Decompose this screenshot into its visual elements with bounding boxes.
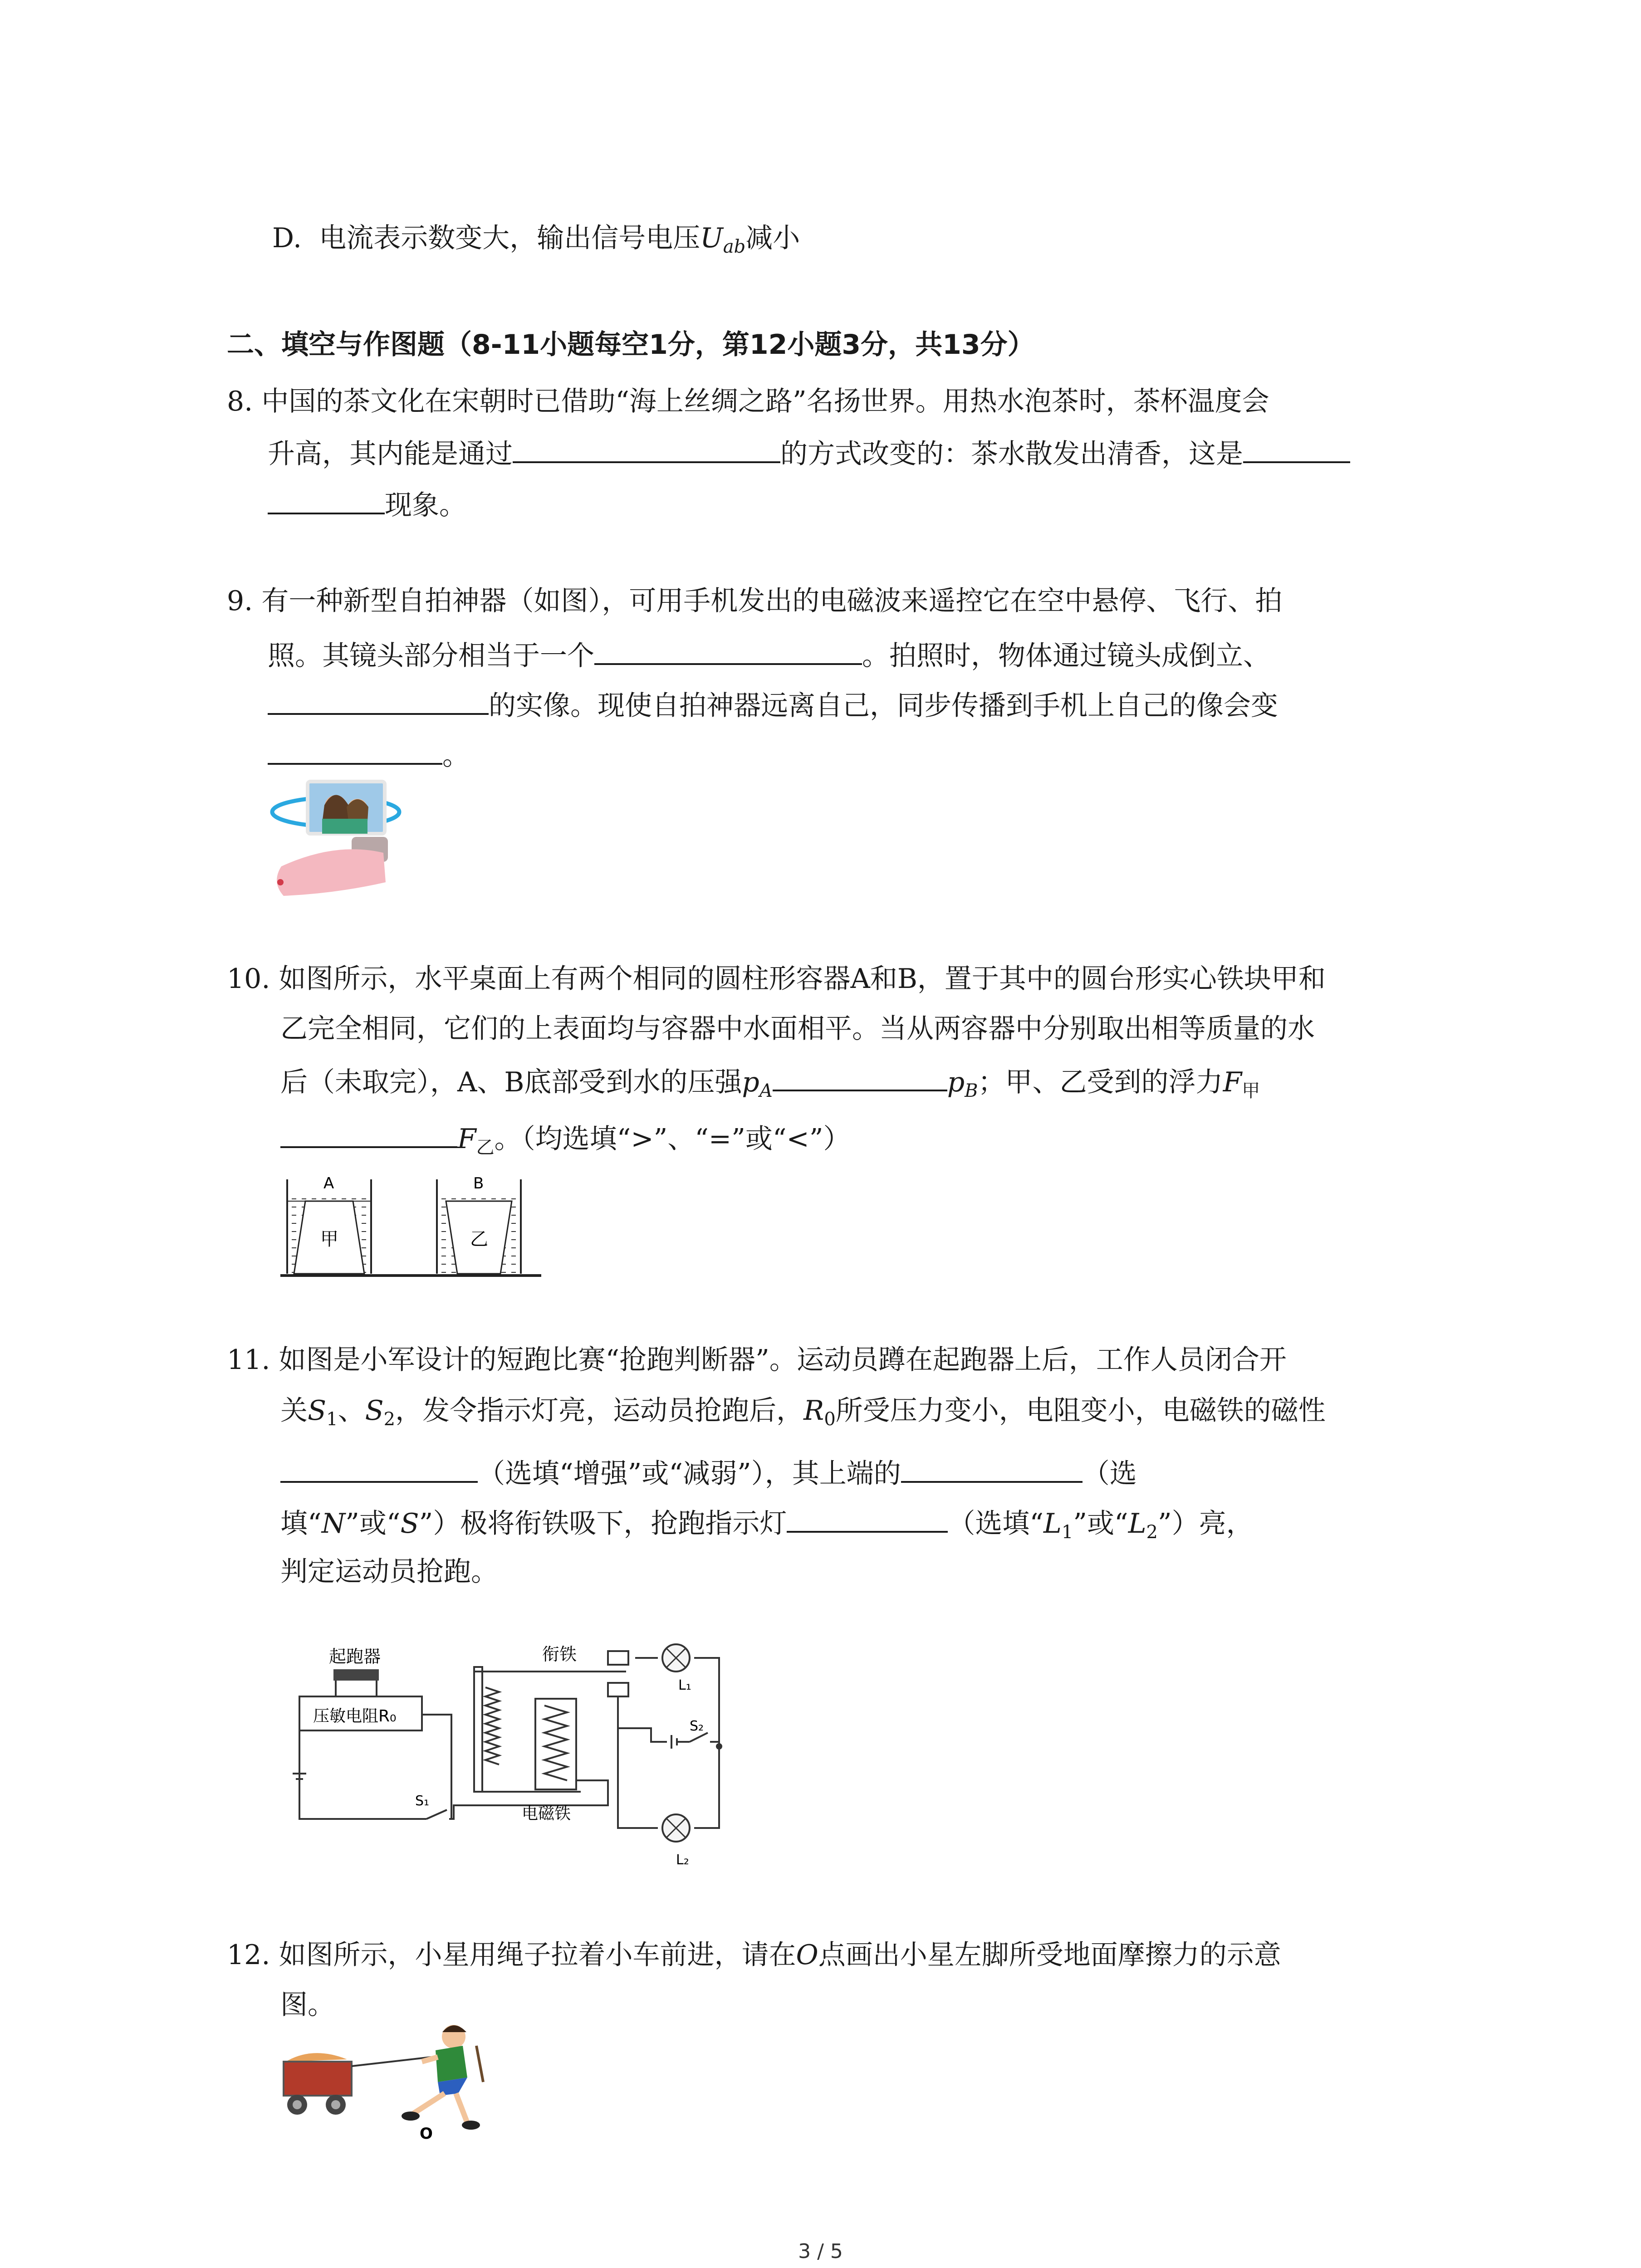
q9-text2a: 照。其镜头部分相当于一个 — [268, 640, 594, 672]
label-a: A — [323, 1174, 334, 1193]
question-number: 10. — [227, 963, 270, 995]
q10-line1 — [227, 961, 1326, 997]
option-d — [272, 220, 800, 265]
var-u: U — [700, 222, 723, 254]
point-o-label: O — [420, 2125, 433, 2143]
question-number: 8. — [227, 386, 253, 417]
var-p: p — [742, 1066, 759, 1098]
q9-line1 — [227, 583, 1282, 619]
q11-text2b: ，发令指示灯亮，运动员抢跑后， — [395, 1395, 804, 1427]
q10-text3a: 后（未取完），A、B底部受到水的压强 — [280, 1066, 742, 1098]
boy-cart-figure — [277, 2019, 490, 2155]
var-sub-a: A — [759, 1080, 773, 1101]
var-sub-b: B — [965, 1080, 978, 1101]
var-r: R — [803, 1395, 824, 1427]
label-s2: S₂ — [690, 1718, 704, 1734]
answer-blank[interactable] — [901, 1453, 1083, 1483]
q11-line3 — [280, 1453, 1137, 1492]
q11-line1 — [227, 1342, 1287, 1378]
label-yi: 乙 — [470, 1229, 488, 1250]
option-label: D. — [272, 222, 302, 254]
var-s: S — [365, 1395, 384, 1427]
q8-text2a: 升高，其内能是通过 — [268, 438, 513, 470]
var-n: N — [321, 1508, 346, 1540]
q12-line2: 图。 — [280, 1989, 335, 2021]
q11-text3c: （选 — [1082, 1458, 1137, 1490]
q8-text2b: 的方式改变的：茶水散发出清香，这是 — [780, 438, 1243, 470]
section-heading: 二、填空与作图题（8-11小题每空1分，第12小题3分，共13分） — [227, 329, 1035, 361]
page-number: 3 / 5 — [798, 2240, 843, 2263]
var-l: L — [1128, 1508, 1146, 1540]
q10-line3 — [280, 1061, 1260, 1109]
q11-text2a: 关 — [280, 1395, 308, 1427]
var-sub-yi: 乙 — [476, 1137, 495, 1158]
q11-text4mid: ”或“ — [345, 1508, 401, 1540]
q8-text3: 现象。 — [385, 489, 466, 521]
q10-text4: 。（均选填“>”、“=”或“<”） — [494, 1123, 851, 1155]
q11-text4c: （选填“ — [948, 1508, 1044, 1540]
q9-text1: 有一种新型自拍神器（如图），可用手机发出的电磁波来遥控它在空中悬停、飞行、拍 — [261, 585, 1283, 617]
var-sub-0: 0 — [824, 1409, 836, 1430]
label-l1: L₁ — [678, 1677, 691, 1693]
q9-text2b: 。拍照时，物体通过镜头成倒立、 — [862, 640, 1270, 672]
q11-text3b: （选填“增强”或“减弱”），其上端的 — [478, 1458, 901, 1490]
var-f: F — [457, 1123, 476, 1155]
q11-text1: 如图是小军设计的短跑比赛“抢跑判断器”。运动员蹲在起跑器上后，工作人员闭合开 — [279, 1344, 1287, 1376]
answer-blank[interactable] — [280, 1118, 457, 1148]
q8-line3 — [268, 484, 466, 523]
answer-blank[interactable] — [513, 433, 780, 463]
q10-line4 — [280, 1118, 851, 1166]
label-electromagnet: 电磁铁 — [522, 1804, 571, 1823]
q11-line2 — [280, 1393, 1326, 1437]
label-jia: 甲 — [320, 1229, 338, 1250]
q12-text1a: 如图所示，小星用绳子拉着小车前进，请在 — [279, 1939, 796, 1971]
answer-blank[interactable] — [268, 735, 442, 765]
label-l2: L₂ — [676, 1852, 689, 1868]
var-p: p — [947, 1066, 965, 1098]
question-number: 9. — [227, 585, 253, 617]
separator: 、 — [338, 1395, 365, 1427]
option-text: 电流表示数变大，输出信号电压 — [319, 222, 700, 254]
label-armature: 衔铁 — [542, 1644, 577, 1664]
circuit-figure — [290, 1637, 758, 1873]
q10-text3b: ；甲、乙受到的浮力 — [978, 1066, 1223, 1098]
q8-line2 — [268, 433, 1350, 472]
var-l: L — [1043, 1508, 1062, 1540]
var-s-pole: S — [400, 1508, 419, 1540]
q12-line1 — [227, 1937, 1281, 1973]
q9-line3 — [268, 685, 1278, 724]
answer-blank[interactable] — [787, 1503, 948, 1533]
label-pressure-resistor: 压敏电阻R₀ — [313, 1707, 397, 1725]
answer-blank[interactable] — [268, 685, 489, 715]
answer-blank[interactable] — [280, 1453, 478, 1483]
q11-text4e: ”）亮， — [1157, 1508, 1254, 1540]
q11-text4d: ”或“ — [1073, 1508, 1128, 1540]
question-number: 11. — [227, 1344, 270, 1376]
var-sub-2: 2 — [383, 1409, 396, 1430]
q11-line4 — [280, 1503, 1254, 1550]
var-sub-1: 1 — [1061, 1522, 1073, 1543]
answer-blank[interactable] — [1243, 433, 1350, 463]
q10-line2: 乙完全相同，它们的上表面均与容器中水面相平。当从两容器中分别取出相等质量的水 — [280, 1013, 1315, 1045]
selfie-drone-figure — [268, 773, 404, 905]
label-b: B — [473, 1174, 484, 1193]
var-sub-1: 1 — [326, 1409, 338, 1430]
q12-text1b: 点画出小星左脚所受地面摩擦力的示意 — [818, 1939, 1281, 1971]
containers-figure — [280, 1170, 544, 1284]
option-text-after: 减小 — [745, 222, 800, 254]
question-number: 12. — [227, 1939, 270, 1971]
q8-text1: 中国的茶文化在宋朝时已借助“海上丝绸之路”名扬世界。用热水泡茶时，茶杯温度会 — [261, 386, 1269, 417]
q9-line2 — [268, 635, 1270, 674]
var-f: F — [1223, 1066, 1242, 1098]
var-sub-jia: 甲 — [1242, 1080, 1260, 1101]
answer-blank-cont[interactable] — [268, 484, 385, 514]
label-starting-block: 起跑器 — [329, 1647, 381, 1667]
var-o: O — [796, 1939, 818, 1971]
q11-text2c: 所受压力变小，电阻变小，电磁铁的磁性 — [835, 1395, 1326, 1427]
var-s: S — [308, 1395, 327, 1427]
q11-text4a: 填“ — [280, 1508, 322, 1540]
answer-blank[interactable] — [773, 1061, 947, 1091]
var-sub-ab: ab — [723, 236, 746, 257]
q11-text4b: ”）极将衔铁吸下，抢跑指示灯 — [419, 1508, 787, 1540]
q10-text1: 如图所示，水平桌面上有两个相同的圆柱形容器A和B，置于其中的圆台形实心铁块甲和 — [279, 963, 1326, 995]
q9-text3: 的实像。现使自拍神器远离自己，同步传播到手机上自己的像会变 — [489, 690, 1278, 722]
q9-text4: 。 — [442, 740, 470, 772]
var-sub-2: 2 — [1146, 1522, 1158, 1543]
q9-line4 — [268, 735, 470, 774]
q8-line1 — [227, 383, 1269, 420]
label-s1: S₁ — [415, 1793, 430, 1809]
q11-line5: 判定运动员抢跑。 — [280, 1556, 498, 1588]
answer-blank[interactable] — [594, 635, 862, 665]
